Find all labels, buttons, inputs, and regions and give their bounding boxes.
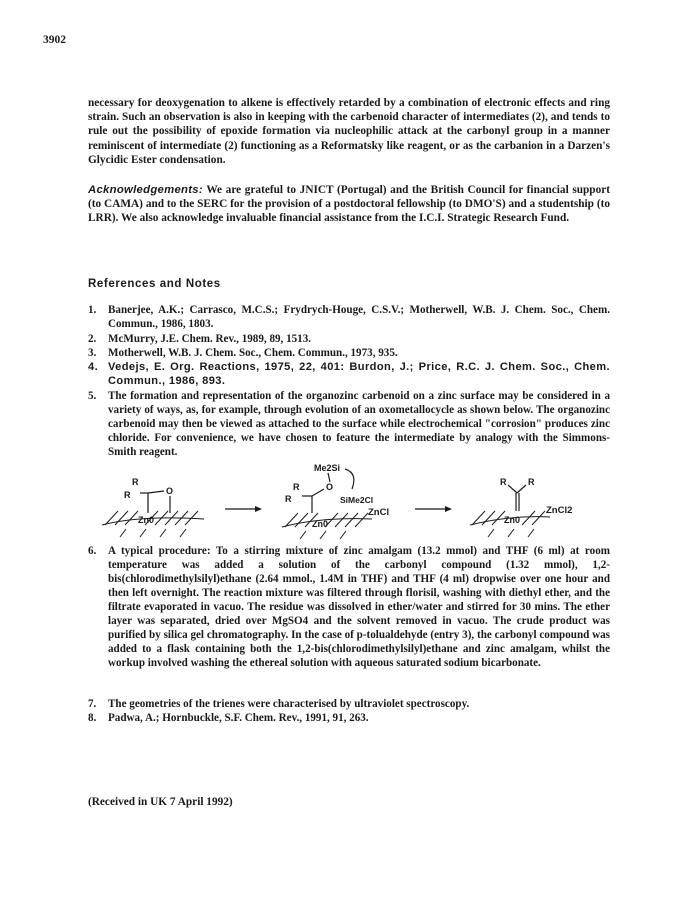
label-r-top: R	[132, 477, 139, 487]
reference-number: 5.	[88, 390, 97, 402]
label-oxygen: O	[166, 486, 174, 496]
references-heading: References and Notes	[88, 278, 221, 290]
acknowledgements-text: We are grateful to JNICT (Portugal) and the British Council for financial support (to CAMA) and to the SERC for the provision of a postdoctoral fellowship (to DMO'S) and a studentship (to LRR). We also acknowledge invaluable financial assistance from the I.C.I. Strategic Research Fund.	[88, 184, 611, 225]
label-r-top: R	[293, 482, 300, 492]
reference-text: McMurry, J.E. Chem. Rev., 1989, 89, 1513.	[108, 333, 312, 345]
reference-number: 7.	[88, 698, 97, 710]
reference-item	[88, 389, 610, 459]
organozinc-scheme	[100, 463, 600, 543]
reference-number: 3.	[88, 347, 97, 359]
label-r-bottom: R	[124, 490, 131, 500]
structure-alkylidene	[470, 477, 572, 537]
structure-oxometallocycle	[102, 477, 204, 537]
reference-text: Vedejs, E. Org. Reactions, 1975, 22, 401: Burdon, J.; Price, R.C. J. Chem. Soc., Chem. Commun., 1986, 893.	[108, 361, 610, 387]
page-number: 3902	[43, 34, 66, 46]
reference-number: 1.	[88, 304, 97, 316]
reference-text: Padwa, A.; Hornbuckle, S.F. Chem. Rev., 1991, 91, 263.	[108, 712, 369, 724]
reference-text: A typical procedure: To a stirring mixture of zinc amalgam (13.2 mmol) and THF (6 ml) at room temperature was added a solution of the carbonyl compound (1.32 mmol), 1,2-bis(chlorodimethylsilyl)ethane (2.64 mmol., 1.4M in THF) and THF (4 ml) dropwise over one hour and then left overnight. The reaction mixture was filtered through florisil, washing with diethyl ether, and the filtrate evaporated in vacuo. The residue was dissolved in ether/water and stirred for 30 mins. The ether layer was separated, dried over MgSO4 and the solvent removed in vacuo. The crude product was purified by silica gel chromatography. In the case of p-tolualdehyde (entry 3), the carbonyl compound was added to a flask containing both the 1,2-bis(chlorodimethylsilyl)ethane and zinc amalgam, whilst the workup involved washing the ethereal solution with aqueous saturated sodium bicarbonate.	[108, 545, 610, 669]
reference-number: 8.	[88, 712, 97, 724]
reference-text: The formation and representation of the organozinc carbenoid on a zinc surface may be considered in a variety of ways, as, for example, through evolution of an oxometallocycle as shown below. The organozinc carbenoid may then be viewed as attached to the surface while electrochemical "corrosion" produces zinc chloride. For convenience, we have chosen to feature the intermediate by analogy with the Simmons-Smith reagent.	[108, 390, 610, 458]
label-r-bottom: R	[285, 494, 292, 504]
label-zncl: ZnCl	[368, 507, 390, 518]
label-zn0: Zn0	[138, 515, 155, 525]
reference-number: 4.	[88, 361, 99, 373]
reference-item	[88, 697, 610, 711]
label-sime2cl: SiMe2Cl	[340, 495, 374, 505]
reference-item	[88, 544, 610, 670]
reference-number: 2.	[88, 333, 97, 345]
acknowledgements	[88, 183, 610, 226]
label-zncl2: ZnCl2	[546, 505, 573, 516]
structure-carbenoid	[282, 463, 389, 539]
reference-text: Banerjee, A.K.; Carrasco, M.C.S.; Frydrych-Houge, C.S.V.; Motherwell, W.B. J. Chem. Soc., Chem. Commun., 1986, 1803.	[108, 304, 610, 330]
label-zn0: Zn0	[504, 515, 521, 525]
reference-text: Motherwell, W.B. J. Chem. Soc., Chem. Commun., 1973, 935.	[108, 347, 398, 359]
reference-item	[88, 346, 610, 360]
reference-item	[88, 303, 610, 331]
label-r-right: R	[528, 477, 535, 487]
received-date: (Received in UK 7 April 1992)	[88, 796, 233, 808]
reference-text: The geometries of the trienes were characterised by ultraviolet spectroscopy.	[108, 698, 470, 710]
label-me2si: Me2Si	[314, 463, 341, 473]
reference-item	[88, 711, 610, 725]
acknowledgements-heading: Acknowledgements:	[88, 184, 203, 196]
label-r-left: R	[500, 477, 507, 487]
reference-item	[88, 332, 610, 346]
label-zn0: Zn0	[312, 519, 329, 529]
reference-number: 6.	[88, 545, 97, 557]
reference-item	[88, 360, 610, 388]
body-paragraph: necessary for deoxygenation to alkene is effectively retarded by a combination of electronic effects and ring strain. Such an observation is also in keeping with the carbenoid character of intermediates (2), and tends to rule out the possibility of epoxide formation via nucleophilic attack at the carbonyl group in a manner reminiscent of intermediate (2) functioning as a Reformatsky like reagent, or as the carbanion in a Darzen's Glycidic Ester condensation.	[88, 97, 610, 166]
label-oxygen: O	[326, 482, 334, 492]
